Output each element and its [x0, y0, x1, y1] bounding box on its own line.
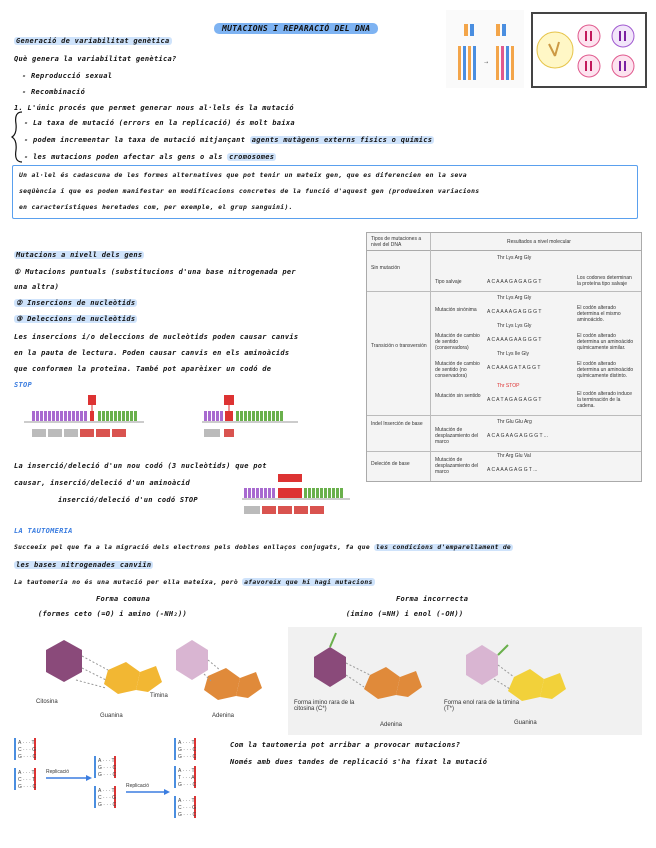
page-title: MUTACIONS I REPARACIÓ DEL DNA — [214, 16, 378, 35]
tauto-line-1: Succeeix pel que fa a la migració dels electrons pels dobles enllaços conjugats, fa que les condicions d'emparellament de — [14, 544, 512, 551]
svg-text:G · · · C: G · · · C — [98, 765, 117, 771]
svg-text:C · · · T: C · · · T — [18, 777, 36, 783]
sub-mutation-rate: - La taxa de mutació (errors en la replicació) és molt baixa — [24, 119, 295, 127]
row-label-1: Mutación sinónima — [435, 307, 477, 313]
svg-text:G · · · C: G · · · C — [18, 754, 37, 760]
para-line-2: en la pauta de lectura. Poden causar canvis en els aminoàcids — [14, 349, 290, 357]
row-label-4: Mutación sin sentido — [435, 393, 481, 399]
svg-text:A · · · T: A · · · T — [178, 768, 195, 774]
base-pairs-normal — [28, 620, 266, 724]
variability-heading: Generació de variabilitat genètica — [16, 37, 170, 45]
stop-label: STOP — [14, 381, 33, 389]
svg-text:G · · · C: G · · · C — [18, 784, 37, 790]
svg-text:A · · · T: A · · · T — [18, 740, 35, 746]
table-col1-header: Tipos de mutaciones a nivel del DNA — [371, 236, 422, 248]
insertion-line-1: La inserció/deleció d'un nou codó (3 nucleòtids) que pot — [14, 462, 267, 470]
rare-form-label: Forma incorrecta — [396, 595, 469, 603]
row-seq-2: A C A A A G A A G G G T — [487, 337, 542, 343]
bullet-reproduction: - Reproducció sexual — [22, 72, 113, 80]
row-desc-1: El codón alterado determina el mismo aminoácido. — [577, 305, 621, 323]
row-aa-5: Thr Glu Glu Arg — [497, 419, 532, 425]
svg-text:C · · · G: C · · · G — [18, 747, 37, 753]
table-col2-header: Resultados a nivel molecular — [507, 239, 571, 245]
mol-thymine: Timina — [150, 693, 168, 699]
para-line-1: Les insercions i/o deleccions de nucleòtids poden causar canvis — [14, 333, 299, 341]
row-aa-0: Thr Lys Arg Gly — [497, 255, 532, 261]
svg-text:A · · · T: A · · · T — [178, 740, 195, 746]
stop-codon-figure — [198, 395, 338, 447]
svg-text:T · · · A: T · · · A — [178, 775, 195, 781]
row-seq-5: A C A G A A G A G G G T ... — [487, 433, 548, 439]
row-type-1: Transición o transversión — [371, 343, 427, 349]
row-aa-3: Thr Lys Ile Gly — [497, 351, 530, 357]
row-seq-6: A C A A A G A G G T ... — [487, 467, 538, 473]
tauto-question: Com la tautomeria pot arribar a provocar mutacions? — [230, 741, 461, 749]
sub-mutagens: - podem incrementar la taxa de mutació mitjançant agents mutàgens externs físics o químics — [24, 136, 433, 144]
tautomeria-heading: LA TAUTOMERIA — [14, 527, 73, 535]
svg-text:G · · · C: G · · · C — [178, 747, 197, 753]
insertion-line-2: causar, inserció/deleció d'un aminoàcid — [14, 479, 191, 487]
svg-text:C · · · G: C · · · G — [98, 795, 117, 801]
base-pairs-rare — [288, 627, 642, 735]
row-desc-3: El codón alterado determina un aminoácido químicamente distinto. — [577, 361, 634, 379]
mol-adenine: Adenina — [212, 713, 235, 719]
mol-rare-thymine: Forma enol rara de la timina (T*) — [444, 700, 520, 712]
row-label-5: Mutación de desplazamiento del marco — [435, 427, 479, 445]
row-aa-4: Thr STOP — [497, 383, 520, 389]
svg-text:A · · · T: A · · · T — [178, 798, 195, 804]
insertion-line-3: inserció/deleció d'un codó STOP — [58, 496, 198, 504]
replication-label-1: Replicació — [46, 769, 70, 775]
item-point-mutation-cont: una altra) — [14, 283, 60, 291]
row-seq-4: A C A T A G A G A G G T — [487, 397, 542, 403]
sub-genes-chromosomes: - les mutacions poden afectar als gens o als cromosomes — [24, 153, 275, 161]
svg-text:C · · · G: C · · · G — [178, 805, 197, 811]
row-desc-4: El codón alterado induce la terminación de la cadena. — [577, 391, 633, 409]
mol-cytosine: Citosina — [36, 699, 58, 705]
mutation-line: 1. L'únic procés que permet generar nous al·lels és la mutació — [14, 104, 294, 112]
mol-rare-cytosine: Forma imino rara de la citosina (C*) — [294, 700, 355, 712]
rare-tautomer-panel — [288, 627, 642, 735]
common-form-sub: (formes ceto (=O) i amino (-NH₂)) — [38, 610, 187, 618]
svg-text:G · · · C: G · · · C — [98, 802, 117, 808]
mutation-table — [366, 232, 642, 482]
gene-mutation-heading: Mutacions a nivell dels gens — [16, 251, 143, 259]
chromosome-figure — [446, 10, 524, 88]
svg-text:G · · · C: G · · · C — [178, 812, 197, 818]
row-aa-2: Thr Lys Lys Gly — [497, 323, 532, 329]
svg-text:→: → — [484, 60, 489, 66]
common-form-label: Forma comuna — [96, 595, 151, 603]
row-label-0: Tipo salvaje — [435, 279, 462, 285]
svg-text:A · · · T: A · · · T — [98, 788, 115, 794]
rare-form-sub: (imino (=NH) i enol (-OH)) — [346, 610, 464, 618]
row-aa-1: Thr Lys Arg Gly — [497, 295, 532, 301]
row-label-3: Mutación de cambio de sentido (no conservadora) — [435, 361, 480, 379]
bullet-recombination: - Recombinació — [22, 88, 86, 96]
row-desc-2: El codón alterado determina un aminoácido químicamente similar. — [577, 333, 634, 351]
mol-rare-guanine: Guanina — [514, 720, 537, 726]
row-seq-1: A C A A A A G A G G G T — [487, 309, 542, 315]
tauto-answer: Només amb dues tandes de replicació s'ha fixat la mutació — [230, 758, 488, 766]
replication-label-2: Replicació — [126, 783, 150, 789]
frameshift-figure — [14, 395, 194, 447]
replication-diagram — [12, 738, 212, 842]
svg-text:G · · · C: G · · · C — [98, 772, 117, 778]
row-label-6: Mutación de desplazamiento del marco — [435, 457, 479, 475]
row-type-5: Indel Inserción de base — [371, 421, 423, 427]
tauto-line-2: les bases nitrogenades canviïn — [16, 561, 152, 569]
tauto-line-3: La tautomeria no és una mutació per ella mateixa, però afavoreix que hi hagi mutacions — [14, 578, 373, 586]
row-desc-0: Los codones determinan la proteína tipo salvaje — [577, 275, 632, 287]
mol-rare-adenine: Adenina — [380, 722, 403, 728]
row-aa-6: Thr Arg Glu Val — [497, 453, 531, 459]
item-point-mutation: ① Mutacions puntuals (substitucions d'una base nitrogenada per — [14, 268, 296, 276]
svg-text:G · · · C: G · · · C — [178, 754, 197, 760]
row-label-2: Mutación de cambio de sentido (conservadora) — [435, 333, 480, 351]
allele-definition-box: Un al·lel és cadascuna de les formes alternatives que pot tenir un mateix gen, que es diferencien en la seva seqüència i que es poden manifestar en modificacions concretes de la funció d'aquest gen (produeixen variacions en característiques heretades com, per exemple, el grup sanguini). — [12, 165, 638, 219]
svg-text:A · · · T: A · · · T — [98, 758, 115, 764]
svg-text:G · · · C: G · · · C — [178, 782, 197, 788]
meiosis-figure — [531, 12, 647, 88]
item-deletions: ③ Deleccions de nucleòtids — [16, 315, 136, 323]
mol-guanine: Guanina — [100, 713, 123, 719]
codon-insertion-figure — [240, 474, 360, 520]
para-line-3: que conformen la proteïna. També pot aparèixer un codó de — [14, 365, 272, 373]
row-type-6: Deleción de base — [371, 461, 410, 467]
item-insertions: ② Insercions de nucleòtids — [16, 299, 136, 307]
row-seq-0: A C A A A G A G A G G T — [487, 279, 542, 285]
svg-text:A · · · T: A · · · T — [18, 770, 35, 776]
row-type-0: Sin mutación — [371, 265, 400, 271]
question-text: Què genera la variabilitat genètica? — [14, 55, 177, 63]
row-seq-3: A C A A A G A T A G G T — [487, 365, 541, 371]
